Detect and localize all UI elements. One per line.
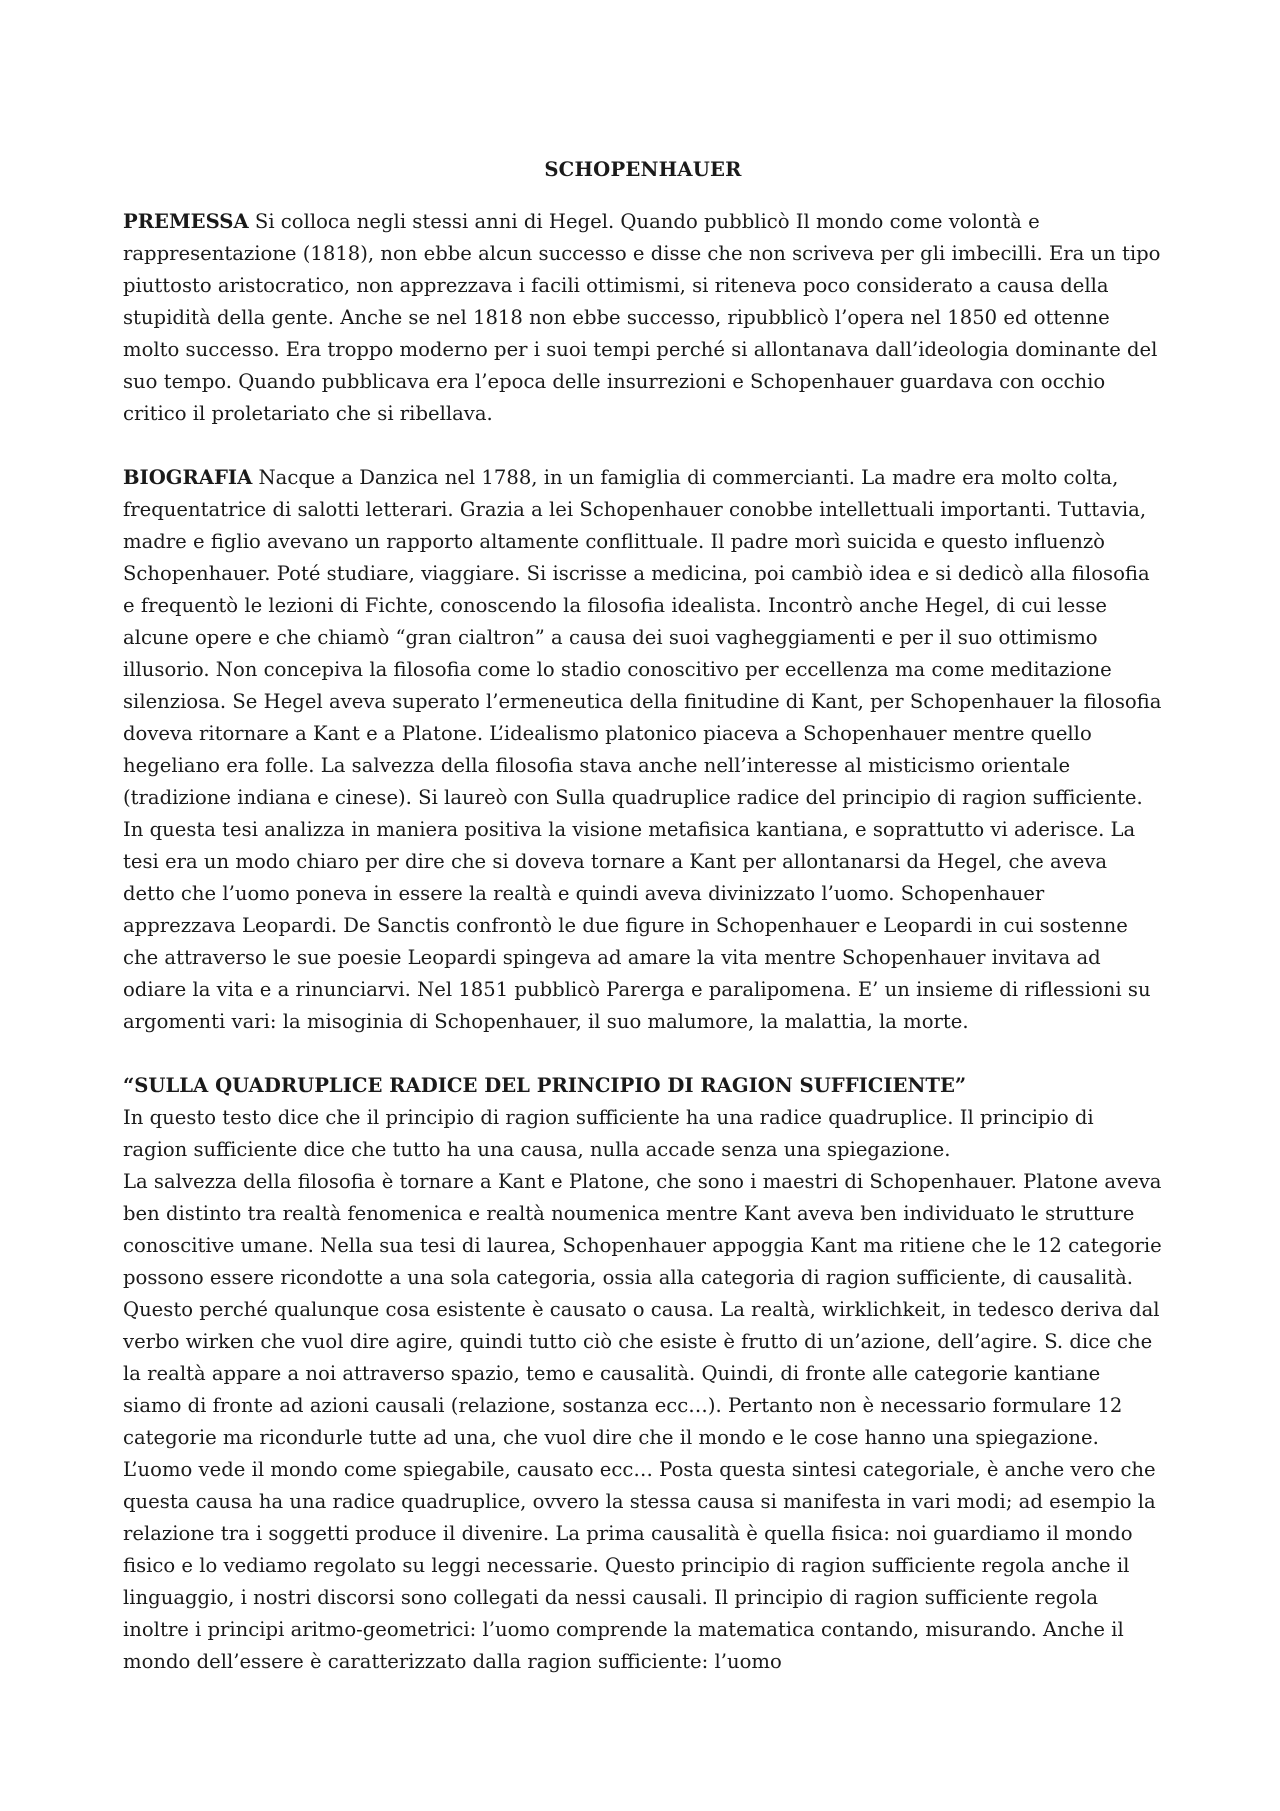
page-title: SCHOPENHAUER xyxy=(544,158,742,181)
biografia-text: Nacque a Danzica nel 1788, in un famiglia di commercianti. La madre era molto colta, frequentatrice di salotti letterari. Grazia a lei Schopenhauer conobbe intellettuali importanti. Tuttavia, madre e figlio avevano un rapporto altamente conflittuale. Il padre morì suicida e questo influenzò Schopenhauer. Poté studiare, viaggiare. Si iscrisse a medicina, poi cambiò idea e si dedicò alla filosofia e frequentò le lezioni di Fichte, conoscendo la filosofia idealista. Incontrò anche Hegel, di cui lesse alcune opere e che chiamò “gran cialtron” a causa dei suoi vagheggiamenti e per il suo ottimismo illusorio. Non concepiva la filosofia come lo stadio conoscitivo per eccellenza ma come meditazione silenziosa. Se Hegel aveva superato l’ermeneutica della finitudine di Kant, per Schopenhauer la filosofia doveva ritornare a Kant e a Platone. L’idealismo platonico piaceva a Schopenhauer mentre quello hegeliano era folle. La salvezza della filosofia stava anche nell’interesse al misticismo orientale (tradizione indiana e cinese). Si laureò con Sulla quadruplice radice del principio di ragion sufficiente. In questa tesi analizza in maniera positiva la visione metafisica kantiana, e soprattutto vi aderisce. La tesi era un modo chiaro per dire che si doveva tornare a Kant per allontanarsi da Hegel, che aveva detto che l’uomo poneva in essere la realtà e quindi aveva divinizzato l’uomo. Schopenhauer apprezzava Leopardi. De Sanctis confrontò le due figure in Schopenhauer e Leopardi in cui sostenne che attraverso le sue poesie Leopardi spingeva ad amare la vita mentre Schopenhauer invitava ad odiare la vita e a rinunciarvi. Nel 1851 pubblicò Parerga e paralipomena. E’ un insieme di riflessioni su argomenti vari: la misoginia di Schopenhauer, il suo malumore, la malattia, la morte. xyxy=(123,466,1162,1033)
biografia-label: BIOGRAFIA xyxy=(123,466,253,489)
document-body xyxy=(123,154,1163,1678)
premessa-label: PREMESSA xyxy=(123,210,249,233)
premessa-text: Si colloca negli stessi anni di Hegel. Quando pubblicò Il mondo come volontà e rappresentazione (1818), non ebbe alcun successo e disse che non scriveva per gli imbecilli. Era un tipo piuttosto aristocratico, non apprezzava i facili ottimismi, si riteneva poco considerato a causa della stupidità della gente. Anche se nel 1818 non ebbe successo, ripubblicò l’opera nel 1850 ed ottenne molto successo. Era troppo moderno per i suoi tempi perché si allontanava dall’ideologia dominante del suo tempo. Quando pubblicava era l’epoca delle insurrezioni e Schopenhauer guardava con occhio critico il proletariato che si ribellava. xyxy=(123,210,1161,425)
section-heading-quadruplice: “SULLA QUADRUPLICE RADICE DEL PRINCIPIO DI RAGION SUFFICIENTE” xyxy=(123,1074,967,1097)
paragraph-biografia xyxy=(123,462,1163,1038)
quadruplice-paragraph-1: In questo testo dice che il principio di ragion sufficiente ha una radice quadruplice. Il principio di ragion sufficiente dice che tutto ha una causa, nulla accade senza una spiegazione. xyxy=(123,1106,1094,1161)
quadruplice-paragraph-2: La salvezza della filosofia è tornare a Kant e Platone, che sono i maestri di Schopenhauer. Platone aveva ben distinto tra realtà fenomenica e realtà noumenica mentre Kant aveva ben individuato le strutture conoscitive umane. Nella sua tesi di laurea, Schopenhauer appoggia Kant ma ritiene che le 12 categorie possono essere ricondotte a una sola categoria, ossia alla categoria di ragion sufficiente, di causalità. Questo perché qualunque cosa esistente è causato o causa. La realtà, wirklichkeit, in tedesco deriva dal verbo wirken che vuol dire agire, quindi tutto ciò che esiste è frutto di un’azione, dell’agire. S. dice che la realtà appare a noi attraverso spazio, temo e causalità. Quindi, di fronte alle categorie kantiane siamo di fronte ad azioni causali (relazione, sostanza ecc…). Pertanto non è necessario formulare 12 categorie ma ricondurle tutte ad una, che vuol dire che il mondo e le cose hanno una spiegazione. L’uomo vede il mondo come spiegabile, causato ecc… Posta questa sintesi categoriale, è anche vero che questa causa ha una radice quadruplice, ovvero la stessa causa si manifesta in vari modi; ad esempio la relazione tra i soggetti produce il divenire. La prima causalità è quella fisica: noi guardiamo il mondo fisico e lo vediamo regolato su leggi necessarie. Questo principio di ragion sufficiente regola anche il linguaggio, i nostri discorsi sono collegati da nessi causali. Il principio di ragion sufficiente regola inoltre i principi aritmo-geometrici: l’uomo comprende la matematica contando, misurando. Anche il mondo dell’essere è caratterizzato dalla ragion sufficiente: l’uomo xyxy=(123,1170,1162,1673)
paragraph-premessa xyxy=(123,206,1163,430)
